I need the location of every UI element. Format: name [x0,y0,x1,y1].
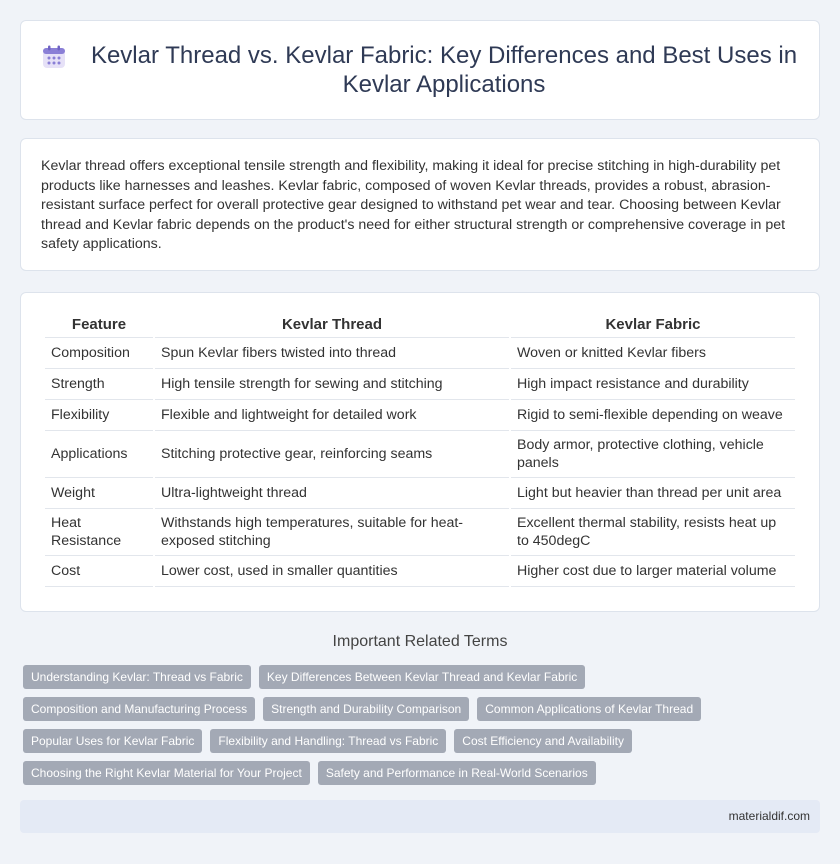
related-term-tag[interactable]: Choosing the Right Kevlar Material for Your Project [23,761,310,785]
table-row [45,431,795,478]
related-term-tag[interactable]: Popular Uses for Kevlar Fabric [23,729,202,753]
table-row [45,369,795,400]
table-cell: Higher cost due to larger material volume [511,556,795,587]
table-cell: Excellent thermal stability, resists heat up to 450degC [511,509,795,556]
related-term-tag[interactable]: Common Applications of Kevlar Thread [477,697,701,721]
related-term-tag[interactable]: Key Differences Between Kevlar Thread and Kevlar Fabric [259,665,585,689]
related-term-tag[interactable]: Understanding Kevlar: Thread vs Fabric [23,665,251,689]
page-title: Kevlar Thread vs. Kevlar Fabric: Key Differences and Best Uses in Kevlar Applications [90,42,798,98]
comparison-table [43,313,797,587]
table-cell: Composition [45,338,153,369]
table-cell: Body armor, protective clothing, vehicle panels [511,431,795,478]
related-term-tag[interactable]: Safety and Performance in Real-World Scenarios [318,761,596,785]
table-row [45,509,795,556]
table-cell: High tensile strength for sewing and stitching [155,369,509,400]
related-term-tag[interactable]: Strength and Durability Comparison [263,697,469,721]
calendar-icon [41,44,67,70]
table-cell: Applications [45,431,153,478]
intro-card [20,138,820,271]
table-header: Kevlar Fabric [511,313,795,338]
comparison-table-card [20,292,820,612]
table-cell: Withstands high temperatures, suitable for heat-exposed stitching [155,509,509,556]
footer-site-link[interactable]: materialdif.com [728,809,810,823]
table-row [45,478,795,509]
table-row [45,400,795,431]
table-cell: Ultra-lightweight thread [155,478,509,509]
footer [20,800,820,833]
table-cell: Light but heavier than thread per unit area [511,478,795,509]
table-cell: Weight [45,478,153,509]
table-cell: Cost [45,556,153,587]
table-cell: Heat Resistance [45,509,153,556]
table-cell: Stitching protective gear, reinforcing seams [155,431,509,478]
table-cell: Strength [45,369,153,400]
header-card [20,20,820,120]
related-terms-heading: Important Related Terms [332,633,508,650]
related-term-tag[interactable]: Cost Efficiency and Availability [454,729,632,753]
table-cell: Lower cost, used in smaller quantities [155,556,509,587]
related-terms-list [23,665,823,793]
table-cell: Flexibility [45,400,153,431]
table-header-row [45,313,795,338]
table-row [45,556,795,587]
table-header: Kevlar Thread [155,313,509,338]
table-row [45,338,795,369]
intro-paragraph: Kevlar thread offers exceptional tensile strength and flexibility, making it ideal for precise stitching in high-durability pet products like harnesses and leashes. Kevlar fabric, composed of woven Kevlar threads, provides a robust, abrasion-resistant surface perfect for overall protective gear designed to withstand pet wear and tear. Choosing between Kevlar thread and Kevlar fabric depends on the product's need for either structural strength or comprehensive coverage in pet safety applications. [41,158,786,253]
related-term-tag[interactable]: Flexibility and Handling: Thread vs Fabric [210,729,446,753]
table-cell: Woven or knitted Kevlar fibers [511,338,795,369]
table-cell: Spun Kevlar fibers twisted into thread [155,338,509,369]
table-cell: High impact resistance and durability [511,369,795,400]
related-term-tag[interactable]: Composition and Manufacturing Process [23,697,255,721]
table-cell: Flexible and lightweight for detailed work [155,400,509,431]
table-cell: Rigid to semi-flexible depending on weave [511,400,795,431]
table-header: Feature [45,313,153,338]
